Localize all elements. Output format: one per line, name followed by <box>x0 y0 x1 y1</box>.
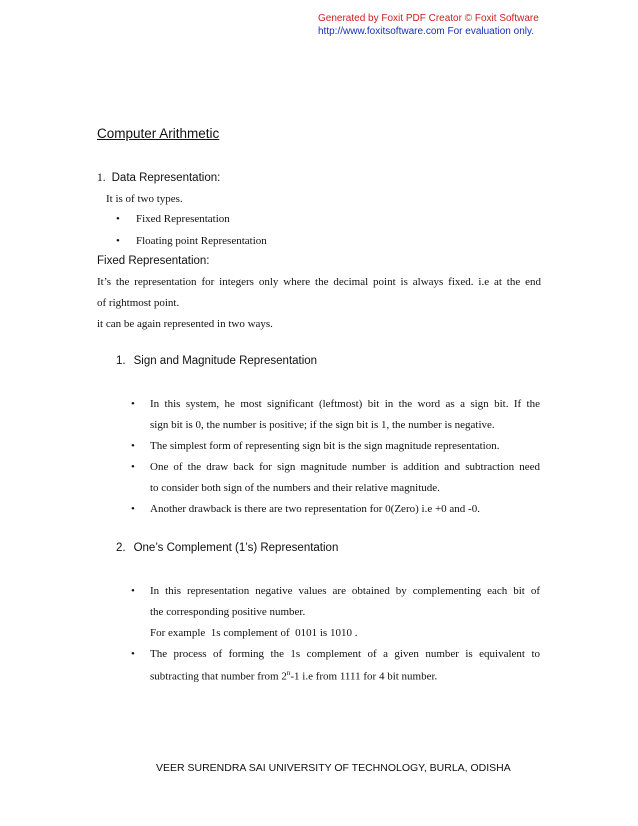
sign-bullet-1-line-1: In this system, he most significant (leftmost) bit in the word as a sign bit. If the <box>150 398 540 410</box>
section-number: 1. <box>97 172 106 184</box>
bullet-icon: • <box>131 585 135 597</box>
text-segment: subtracting that number from 2 <box>150 670 287 683</box>
subsection-number: 2. <box>116 542 126 554</box>
sign-bullet-1-line-2: sign bit is 0, the number is positive; if the sign bit is 1, the number is negative. <box>150 419 495 431</box>
subsection-heading-text: One’s Complement (1’s) Representation <box>133 542 339 554</box>
subsection-heading-text: Sign and Magnitude Representation <box>133 355 318 367</box>
bullet-icon: • <box>131 461 135 473</box>
page-footer: VEER SURENDRA SAI UNIVERSITY OF TECHNOLOGY, BURLA, ODISHA <box>156 762 511 774</box>
fixed-representation-heading: Fixed Representation: <box>97 255 210 267</box>
sign-bullet-3-line-1: One of the draw back for sign magnitude number is addition and subtraction need <box>150 461 540 473</box>
superscript-n: n <box>286 669 291 677</box>
ones-example: For example 1s complement of 0101 is 1010 . <box>150 627 358 639</box>
page-title: Computer Arithmetic <box>97 126 220 141</box>
fixed-paragraph-line-3: it can be again represented in two ways. <box>97 318 273 330</box>
types-intro: It is of two types. <box>106 193 183 205</box>
ones-bullet-1-line-1: In this representation negative values are obtained by complementing each bit of <box>150 585 540 597</box>
bullet-icon: • <box>116 235 120 247</box>
subsection-heading-ones-complement <box>116 542 338 554</box>
sign-bullet-3-line-2: to consider both sign of the numbers and their relative magnitude. <box>150 482 440 494</box>
section-heading-data-representation <box>97 172 220 184</box>
fixed-paragraph-line-1: It’s the representation for integers only where the decimal point is always fixed. i.e at the end <box>97 276 541 288</box>
ones-bullet-1-line-2: the corresponding positive number. <box>150 606 306 618</box>
watermark-line-2: http://www.foxitsoftware.com For evaluation only. <box>318 26 535 37</box>
section-heading-text: Data Representation: <box>111 172 221 184</box>
bullet-icon: • <box>131 440 135 452</box>
ones-bullet-2-line-2 <box>150 669 437 683</box>
fixed-paragraph-line-2: of rightmost point. <box>97 297 180 309</box>
sign-bullet-2: The simplest form of representing sign bit is the sign magnitude representation. <box>150 440 500 452</box>
bullet-icon: • <box>131 503 135 515</box>
subsection-heading-sign-magnitude <box>116 355 317 367</box>
bullet-icon: • <box>116 213 120 225</box>
list-item-text: Fixed Representation <box>136 213 230 225</box>
list-item-text: Floating point Representation <box>136 235 267 247</box>
foxit-watermark <box>318 12 539 38</box>
bullet-icon: • <box>131 398 135 410</box>
text-segment: -1 i.e from 1111 for 4 bit number. <box>290 670 438 683</box>
ones-bullet-2-line-1: The process of forming the 1s complement of a given number is equivalent to <box>150 648 540 660</box>
bullet-icon: • <box>131 648 135 660</box>
watermark-line-1: Generated by Foxit PDF Creator © Foxit Software <box>318 13 539 24</box>
subsection-number: 1. <box>116 355 126 367</box>
sign-bullet-4: Another drawback is there are two representation for 0(Zero) i.e +0 and -0. <box>150 503 480 515</box>
